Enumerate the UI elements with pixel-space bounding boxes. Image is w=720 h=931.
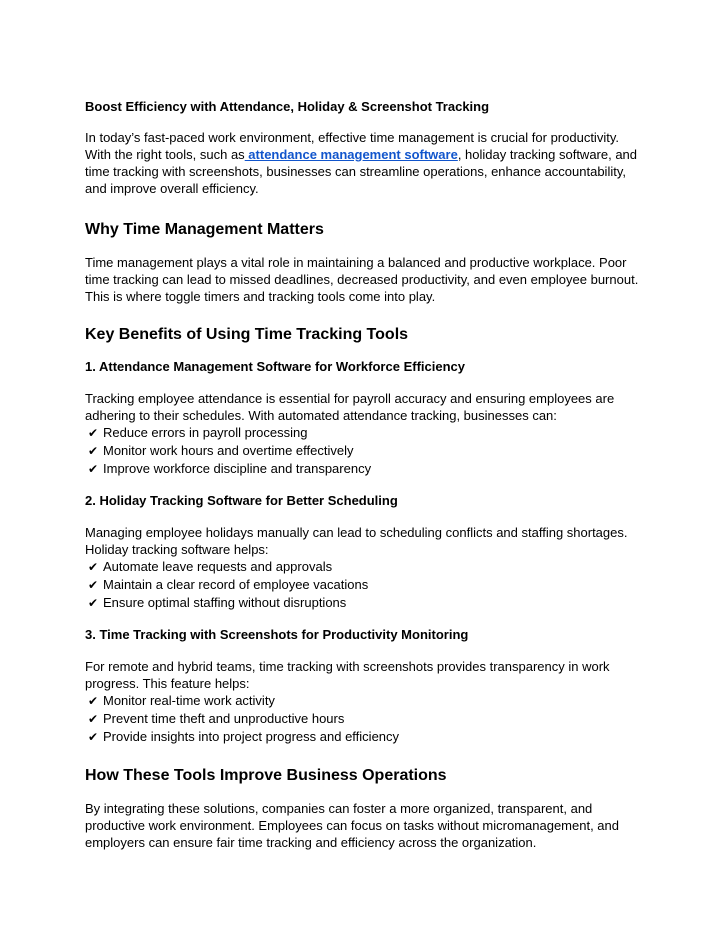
list-item-text: Monitor real-time work activity xyxy=(103,693,275,708)
list-item xyxy=(85,710,645,728)
list-item xyxy=(85,692,645,710)
operations-paragraph: By integrating these solutions, companies can foster a more organized, transparent, and productive work environment. Employees can focus on tasks without micromanagement, and employers can ensure fair time tracking and efficiency across the organization. xyxy=(85,801,619,850)
list-item xyxy=(85,728,645,746)
check-mark-icon: ✔ xyxy=(88,596,99,610)
list-item xyxy=(85,594,645,612)
list-item xyxy=(85,558,645,576)
operations-heading: How These Tools Improve Business Operations xyxy=(85,767,447,784)
check-mark-icon: ✔ xyxy=(88,444,99,458)
check-mark-icon: ✔ xyxy=(88,578,99,592)
intro-text-after-link: , holiday tracking software, and time tracking with screenshots, businesses can streamline operations, enhance accountability, and improve overall efficiency. xyxy=(85,147,638,196)
intro-text-before-link: In today’s fast-paced work environment, effective time management is crucial for productivity. With the right tools, such as xyxy=(85,130,619,162)
list-item xyxy=(85,576,645,594)
document-page xyxy=(85,99,645,851)
benefit-2-heading: 2. Holiday Tracking Software for Better Scheduling xyxy=(85,493,398,508)
benefits-heading: Key Benefits of Using Time Tracking Tools xyxy=(85,326,409,343)
check-mark-icon: ✔ xyxy=(88,426,99,440)
list-item-text: Provide insights into project progress and efficiency xyxy=(103,729,400,744)
intro-paragraph xyxy=(85,129,645,197)
why-paragraph: Time management plays a vital role in maintaining a balanced and productive workplace. Poor time tracking can lead to missed deadlines, decreased productivity, and even employee burnout. This is where toggle timers and tracking tools come into play. xyxy=(85,255,639,304)
benefit-2-paragraph: Managing employee holidays manually can lead to scheduling conflicts and staffing shortages. Holiday tracking software helps: xyxy=(85,525,628,557)
list-item-text: Ensure optimal staffing without disruptions xyxy=(103,595,347,610)
list-item-text: Reduce errors in payroll processing xyxy=(103,425,308,440)
list-item-text: Improve workforce discipline and transparency xyxy=(103,461,372,476)
list-item xyxy=(85,442,645,460)
list-item-text: Prevent time theft and unproductive hours xyxy=(103,711,345,726)
check-mark-icon: ✔ xyxy=(88,694,99,708)
benefit-1-heading: 1. Attendance Management Software for Workforce Efficiency xyxy=(85,359,465,374)
check-mark-icon: ✔ xyxy=(88,712,99,726)
benefit-1-list xyxy=(85,424,645,478)
benefit-2-list xyxy=(85,558,645,612)
benefit-3-paragraph: For remote and hybrid teams, time tracking with screenshots provides transparency in work progress. This feature helps: xyxy=(85,659,610,691)
document-title: Boost Efficiency with Attendance, Holiday & Screenshot Tracking xyxy=(85,99,490,114)
list-item xyxy=(85,460,645,478)
attendance-software-link[interactable]: attendance management software xyxy=(244,147,458,162)
list-item xyxy=(85,424,645,442)
benefit-3-list xyxy=(85,692,645,746)
list-item-text: Monitor work hours and overtime effectively xyxy=(103,443,354,458)
check-mark-icon: ✔ xyxy=(88,560,99,574)
benefit-3-heading: 3. Time Tracking with Screenshots for Productivity Monitoring xyxy=(85,627,469,642)
check-mark-icon: ✔ xyxy=(88,730,99,744)
list-item-text: Automate leave requests and approvals xyxy=(103,559,333,574)
why-heading: Why Time Management Matters xyxy=(85,221,324,238)
list-item-text: Maintain a clear record of employee vacations xyxy=(103,577,369,592)
benefit-1-paragraph: Tracking employee attendance is essential for payroll accuracy and ensuring employees are adhering to their schedules. With automated attendance tracking, businesses can: xyxy=(85,391,615,423)
check-mark-icon: ✔ xyxy=(88,462,99,476)
